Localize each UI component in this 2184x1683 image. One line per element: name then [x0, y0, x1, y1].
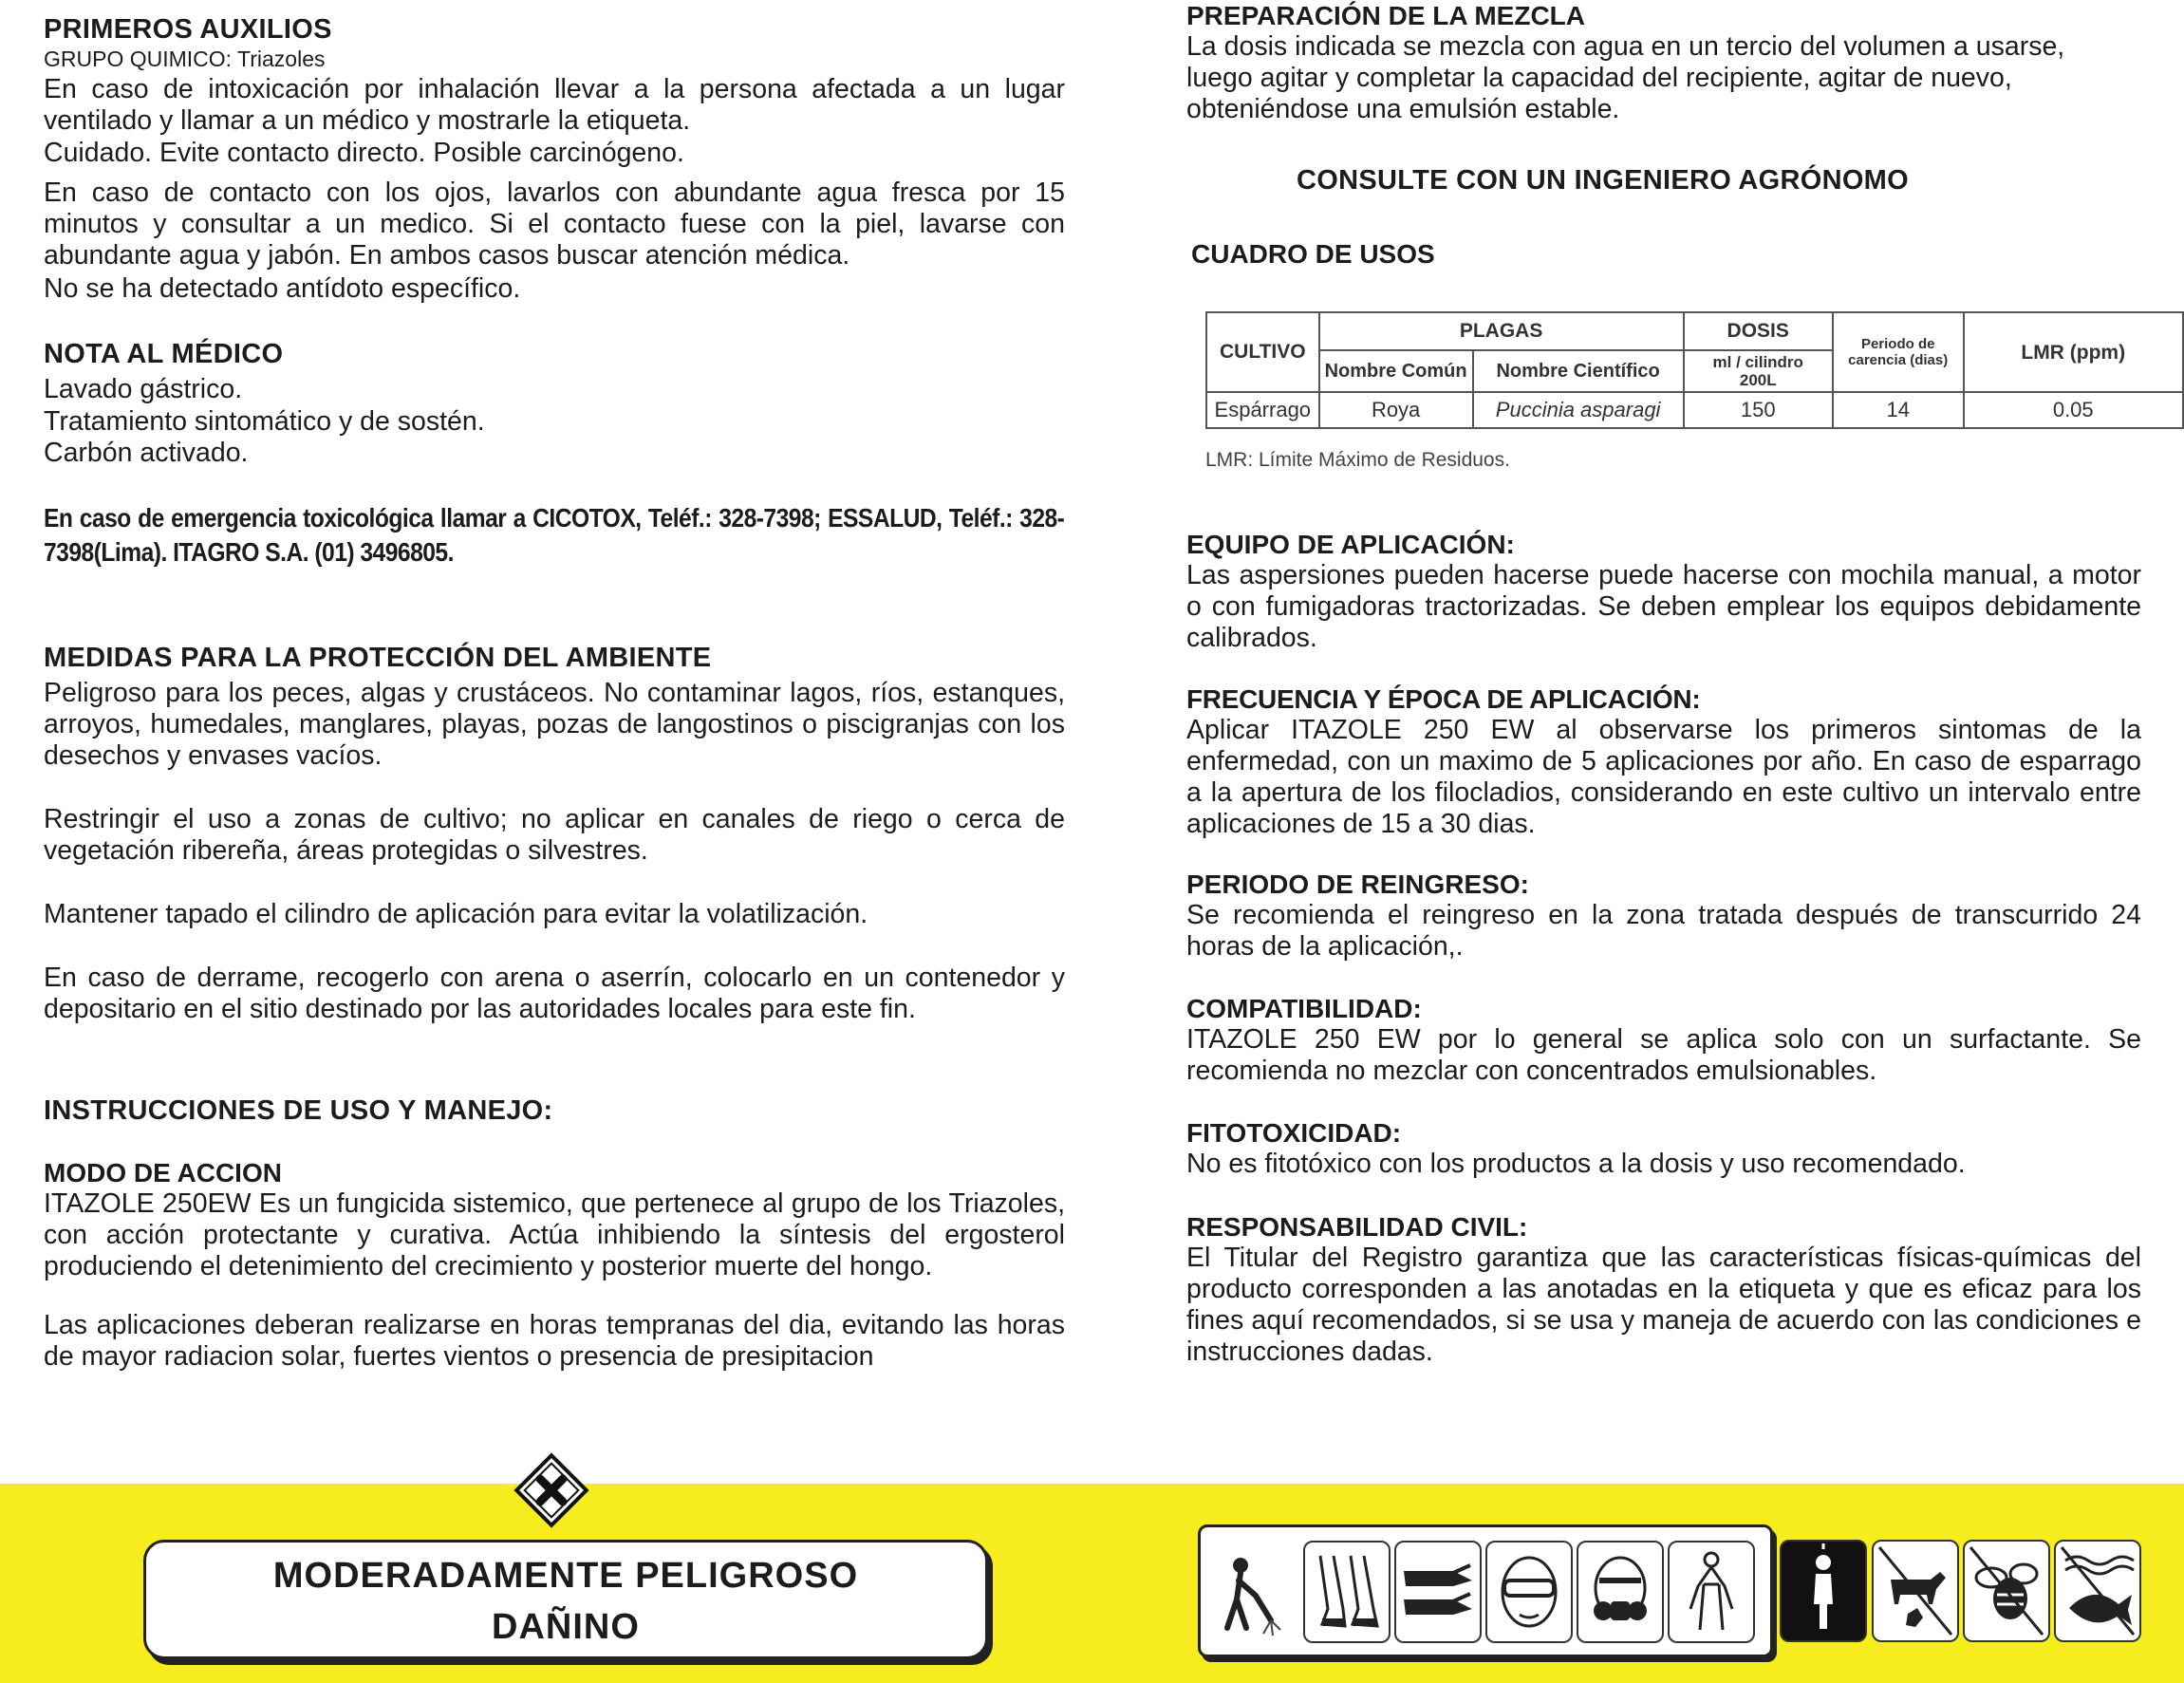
- toxic-to-livestock-icon: [1872, 1540, 1959, 1642]
- modo-accion-p1: ITAZOLE 250EW Es un fungicida sistemico, que pertenece al grupo de los Triazoles, con acción protectante y curativa. Actúa inhibiendo la síntesis del ergosterol produciendo el detenimiento del crecimiento y posterior muerte del hongo.: [44, 1188, 1065, 1281]
- ambiente-p3: Mantener tapado el cilindro de aplicación para evitar la volatilización.: [44, 899, 868, 929]
- primeros-auxilios-p1: En caso de intoxicación por inhalación llevar a la persona afectada a un lugar ventilado y llamar a un médico y mostrarle la etiqueta.: [44, 74, 1065, 136]
- harmful-x-icon: [513, 1452, 589, 1528]
- equipo-title: EQUIPO DE APLICACIÓN:: [1186, 530, 1515, 559]
- cell-periodo: 14: [1833, 392, 1964, 428]
- overalls-icon: [1668, 1541, 1755, 1643]
- fitotoxicidad-text: No es fitotóxico con los productos a la dosis y uso recomendado.: [1186, 1149, 1966, 1179]
- cell-nombre-cientifico: Puccinia asparagi: [1473, 392, 1684, 428]
- toxicity-class-box: [143, 1540, 988, 1659]
- primeros-auxilios-p3: En caso de contacto con los ojos, lavarlos con abundante agua fresca por 15 minutos y consultar a un medico. Si el contacto fuese con la piel, lavarse con abundante agua y jabón. En ambos casos buscar atención médica.: [44, 178, 1065, 271]
- th-nombre-cientifico: Nombre Científico: [1473, 350, 1684, 392]
- cell-nombre-comun: Roya: [1319, 392, 1473, 428]
- cell-lmr: 0.05: [1964, 392, 2184, 428]
- emergency-contact: En caso de emergencia toxicológica llamar a CICOTOX, Teléf.: 328-7398; ESSALUD, Teléf.: 328-7398(Lima). ITAGRO S.A. (01) 3496805.: [44, 503, 1065, 567]
- nota-medico-title: NOTA AL MÉDICO: [44, 339, 284, 369]
- uses-table: [1205, 311, 2184, 429]
- th-dosis: DOSIS: [1684, 312, 1833, 350]
- reingreso-text: Se recomienda el reingreso en la zona tratada después de transcurrido 24 horas de la aplicación,.: [1186, 900, 2141, 962]
- cell-cultivo: Espárrago: [1206, 392, 1319, 428]
- nota-medico-line-2: Tratamiento sintomático y de sostén.: [44, 406, 485, 437]
- primeros-auxilios-p2: Cuidado. Evite contacto directo. Posible carcinógeno.: [44, 138, 684, 168]
- th-periodo-carencia: Periodo de carencia (dias): [1833, 312, 1964, 392]
- th-dosis-unit: ml / cilindro 200L: [1684, 350, 1833, 392]
- ambiente-p2: Restringir el uso a zonas de cultivo; no aplicar en canales de riego o cerca de vegetación ribereña, áreas protegidas o silvestres.: [44, 804, 1065, 866]
- nota-medico-line-3: Carbón activado.: [44, 438, 249, 468]
- wash-after-use-icon: [1780, 1540, 1867, 1642]
- frecuencia-text: Aplicar ITAZOLE 250 EW al observarse los primeros sintomas de la enfermedad, con un maximo de 5 aplicaciones por año. En caso de esparrago a la apertura de los filocladios, considerando en este cultivo un intervalo entre aplicaciones de 15 a 30 dias.: [1186, 715, 2141, 839]
- goggles-icon: [1485, 1541, 1573, 1643]
- responsabilidad-text: El Titular del Registro garantiza que las características físicas-químicas del producto corresponden a las anotadas en la etiqueta y que es eficaz para los fines aquí recomendados, si se usa y maneja de acuerdo con las condiciones e instrucciones dadas.: [1186, 1243, 2141, 1367]
- equipo-text: Las aspersiones pueden hacerse puede hacerse con mochila manual, a motor o con fumigadoras tractorizadas. Se deben emplear los equipos debidamente calibrados.: [1186, 560, 2141, 653]
- nota-medico-line-1: Lavado gástrico.: [44, 374, 243, 404]
- boots-icon: [1303, 1541, 1391, 1643]
- cuadro-usos-title: CUADRO DE USOS: [1191, 239, 1435, 269]
- toxicity-class-line-1: MODERADAMENTE PELIGROSO: [272, 1556, 859, 1596]
- primeros-auxilios-title: PRIMEROS AUXILIOS: [44, 14, 332, 45]
- preparacion-title: PREPARACIÓN DE LA MEZCLA: [1186, 1, 1585, 30]
- instrucciones-title: INSTRUCCIONES DE USO Y MANEJO:: [44, 1095, 553, 1126]
- ambiente-p1: Peligroso para los peces, algas y crustáceos. No contaminar lagos, ríos, estanques, arroyos, humedales, manglares, playas, pozas de langostinos o piscigranjas con los desechos y envases vacíos.: [44, 678, 1065, 771]
- th-cultivo: CULTIVO: [1206, 312, 1319, 392]
- lmr-footnote: LMR: Límite Máximo de Residuos.: [1205, 449, 1510, 471]
- toxic-to-bees-icon: [1963, 1540, 2050, 1642]
- th-lmr: LMR (ppm): [1964, 312, 2184, 392]
- grupo-quimico: GRUPO QUIMICO: Triazoles: [44, 47, 326, 71]
- preparacion-text: La dosis indicada se mezcla con agua en un tercio del volumen a usarse, luego agitar y completar la capacidad del recipiente, agitar de nuevo, obteniéndose una emulsión estable.: [1186, 31, 2065, 124]
- ambiente-title: MEDIDAS PARA LA PROTECCIÓN DEL AMBIENTE: [44, 643, 712, 673]
- modo-accion-title: MODO DE ACCION: [44, 1158, 282, 1187]
- cell-dosis: 150: [1684, 392, 1833, 428]
- ambiente-p4: En caso de derrame, recogerlo con arena o aserrín, colocarlo en un contenedor y depositario en el sitio destinado por las autoridades locales para este fin.: [44, 963, 1065, 1024]
- primeros-auxilios-p4: No se ha detectado antídoto específico.: [44, 273, 521, 304]
- toxic-to-fish-icon: [2054, 1540, 2141, 1642]
- gloves-icon: [1394, 1541, 1482, 1643]
- compatibilidad-title: COMPATIBILIDAD:: [1186, 994, 1422, 1023]
- sprayer-operator-icon: [1204, 1541, 1288, 1639]
- respirator-mask-icon: [1577, 1541, 1664, 1643]
- th-nombre-comun: Nombre Común: [1319, 350, 1473, 392]
- modo-accion-p2: Las aplicaciones deberan realizarse en horas tempranas del dia, evitando las horas de mayor radiacion solar, fuertes vientos o presencia de presipitacion: [44, 1310, 1065, 1372]
- compatibilidad-text: ITAZOLE 250 EW por lo general se aplica solo con un surfactante. Se recomienda no mezclar con concentrados emulsionables.: [1186, 1024, 2141, 1086]
- reingreso-title: PERIODO DE REINGRESO:: [1186, 870, 1529, 899]
- frecuencia-title: FRECUENCIA Y ÉPOCA DE APLICACIÓN:: [1186, 684, 1701, 714]
- th-plagas: PLAGAS: [1319, 312, 1684, 350]
- responsabilidad-title: RESPONSABILIDAD CIVIL:: [1186, 1212, 1528, 1242]
- ppe-pictogram-panel: [1198, 1524, 1773, 1657]
- consulte-ingeniero: CONSULTE CON UN INGENIERO AGRÓNOMO: [1297, 165, 1909, 196]
- toxicity-class-line-2: DAÑINO: [492, 1607, 640, 1647]
- fitotoxicidad-title: FITOTOXICIDAD:: [1186, 1118, 1402, 1148]
